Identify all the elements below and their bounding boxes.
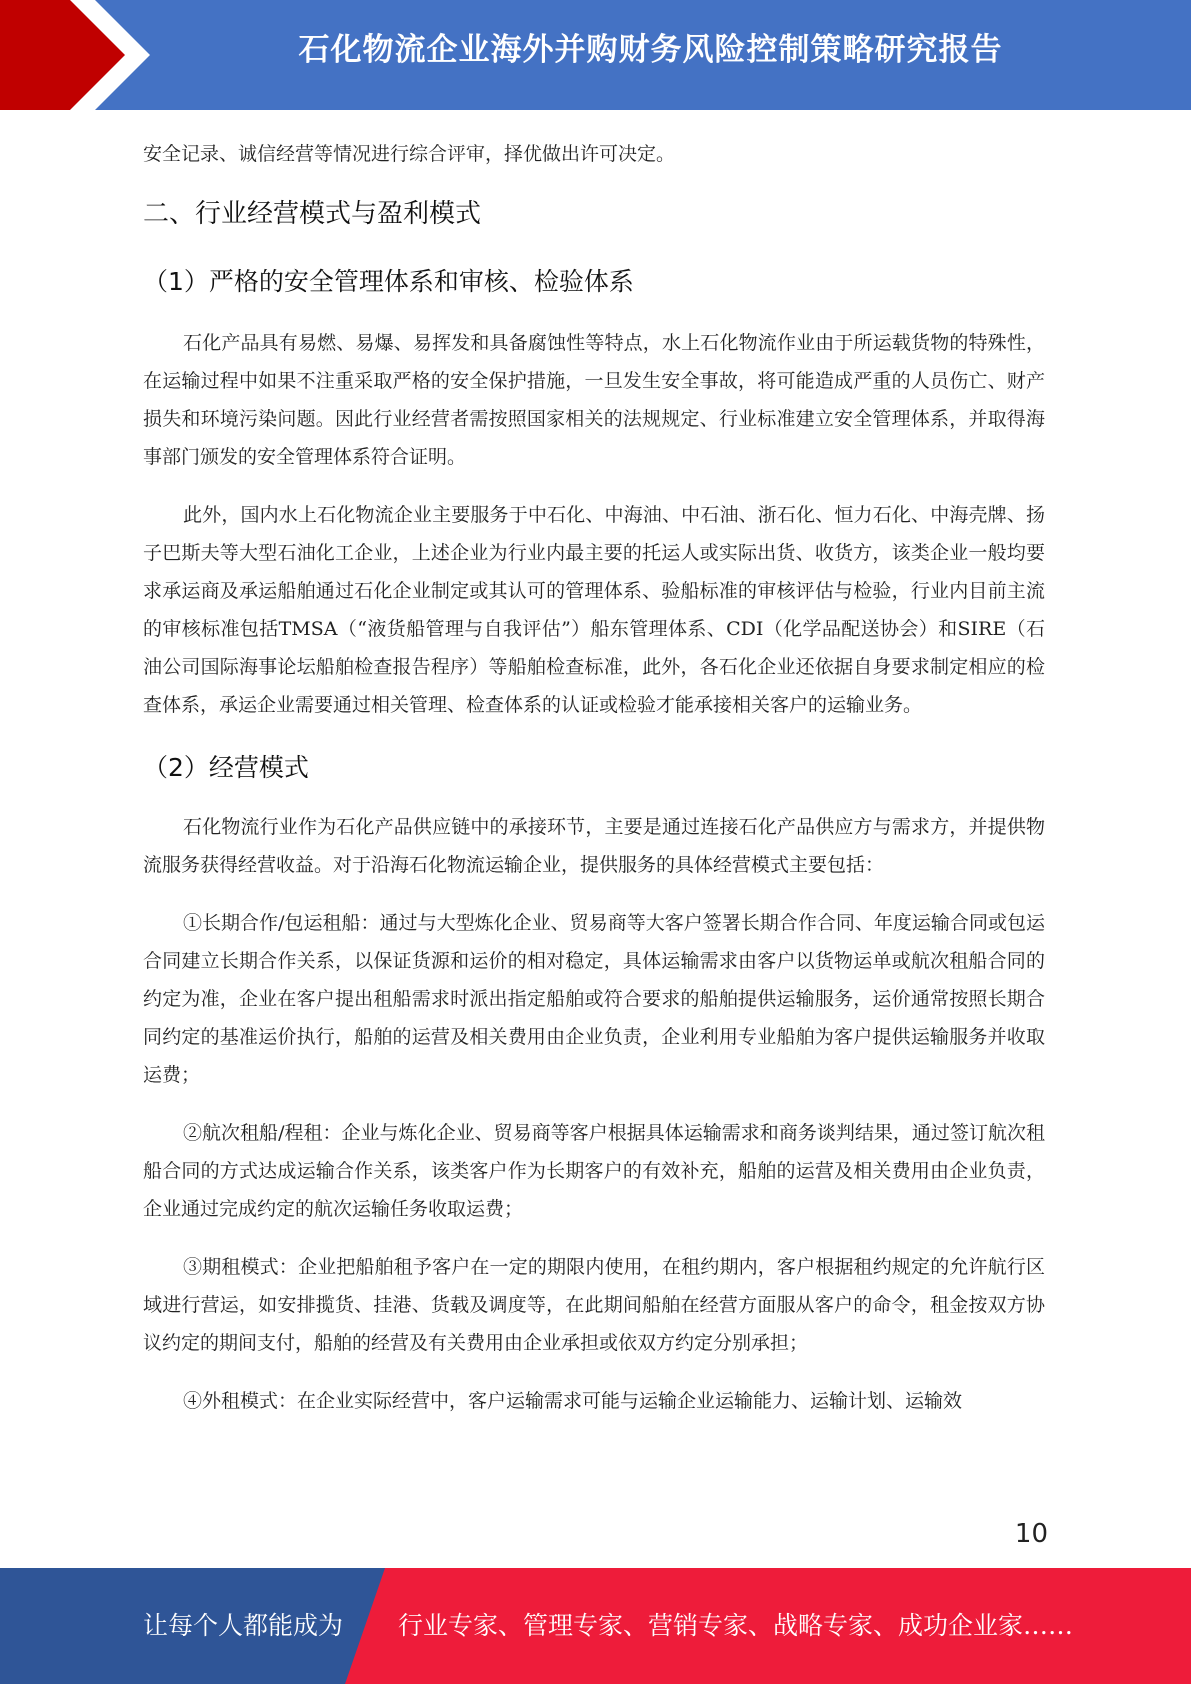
section-heading-business-model: 二、行业经营模式与盈利模式 [143, 199, 482, 229]
report-title: 石化物流企业海外并购财务风险控制策略研究报告 [298, 32, 1003, 68]
paragraph-long-term-charter: ①长期合作/包运租船：通过与大型炼化企业、贸易商等大客户签署长期合作合同、年度运输合同或包运合同建立长期合作关系，以保证货源和运价的相对稳定，具体运输需求由客户以货物运单或航次租船合同的约定为准，企业在客户提出租船需求时派出指定船舶或符合要求的船舶提供运输服务，运价通常按照长期合同约定的基准运价执行，船舶的运营及相关费用由企业负责，企业利用专业船舶为客户提供运输服务并收取运费； [143, 912, 1045, 1086]
paragraph-voyage-charter: ②航次租船/程租：企业与炼化企业、贸易商等客户根据具体运输需求和商务谈判结果，通过签订航次租船合同的方式达成运输合作关系，该类客户作为长期客户的有效补充，船舶的运营及相关费用由企业负责，企业通过完成约定的航次运输任务收取运费； [143, 1122, 1045, 1220]
paragraph-safety-requirements: 石化产品具有易燃、易爆、易挥发和具备腐蚀性等特点，水上石化物流作业由于所运载货物的特殊性，在运输过程中如果不注重采取严格的安全保护措施，一旦发生安全事故，将可能造成严重的人员伤亡、财产损失和环境污染问题。因此行业经营者需按照国家相关的法规规定、行业标准建立安全管理体系，并取得海事部门颁发的安全管理体系符合证明。 [143, 332, 1045, 468]
page-footer [0, 1568, 1191, 1684]
page-number: 10 [1014, 1519, 1048, 1549]
paragraph-inspection-standards: 此外，国内水上石化物流企业主要服务于中石化、中海油、中石油、浙石化、恒力石化、中海壳牌、扬子巴斯夫等大型石油化工企业，上述企业为行业内最主要的托运人或实际出货、收货方，该类企业一般均要求承运商及承运船舶通过石化企业制定或其认可的管理体系、验船标准的审核评估与检验，行业内目前主流的审核标准包括TMSA（“液货船管理与自我评估”）船东管理体系、CDI（化学品配送协会）和SIRE（石油公司国际海事论坛船舶检查报告程序）等船舶检查标准，此外，各石化企业还依据自身要求制定相应的检查体系，承运企业需要通过相关管理、检查体系的认证或检验才能承接相关客户的运输业务。 [143, 504, 1045, 716]
paragraph-operating-overview: 石化物流行业作为石化产品供应链中的承接环节，主要是通过连接石化产品供应方与需求方，并提供物流服务获得经营收益。对于沿海石化物流运输企业，提供服务的具体经营模式主要包括： [143, 816, 1045, 876]
footer-slogan-left: 让每个人都能成为 [143, 1611, 344, 1640]
page-header [0, 0, 1191, 110]
paragraph-time-charter: ③期租模式：企业把船舶租予客户在一定的期限内使用，在租约期内，客户根据租约规定的允许航行区域进行营运，如安排揽货、挂港、货载及调度等，在此期间船舶在经营方面服从客户的命令，租金按双方协议约定的期间支付，船舶的经营及有关费用由企业承担或依双方约定分别承担； [143, 1256, 1045, 1354]
page-content [143, 135, 1045, 1420]
paragraph-outsourcing: ④外租模式：在企业实际经营中，客户运输需求可能与运输企业运输能力、运输计划、运输效 [183, 1390, 963, 1412]
footer-slogan-right: 行业专家、管理专家、营销专家、战略专家、成功企业家…… [398, 1611, 1074, 1640]
header-chevron-decoration [0, 0, 150, 110]
subsection-heading-safety-management: （1）严格的安全管理体系和审核、检验体系 [143, 267, 634, 296]
subsection-heading-operating-model: （2）经营模式 [143, 753, 309, 782]
paragraph-continuation: 安全记录、诚信经营等情况进行综合评审，择优做出许可决定。 [143, 143, 676, 165]
